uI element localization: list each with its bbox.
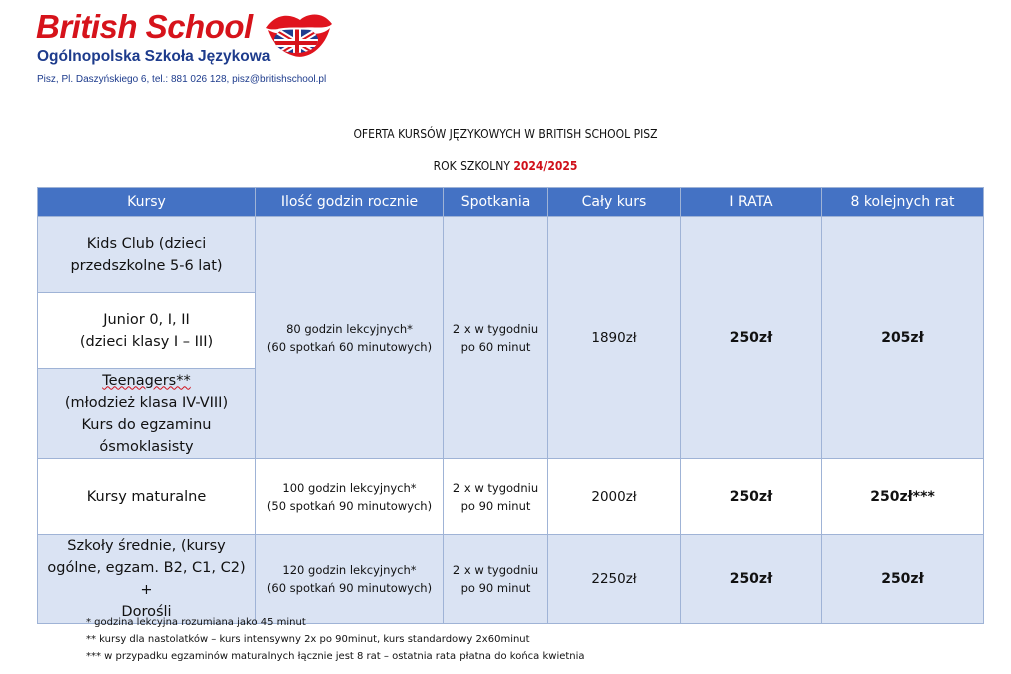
footnote: * godzina lekcyjna rozumiana jako 45 minut bbox=[86, 617, 306, 628]
meetings-line: 2 x w tygodniu bbox=[452, 321, 539, 336]
hours-cell bbox=[256, 535, 444, 624]
meetings-line: 2 x w tygodniu bbox=[452, 480, 539, 495]
table-row bbox=[38, 535, 984, 624]
hours-cell bbox=[256, 459, 444, 535]
course-line: Szkoły średnie, (kursy bbox=[67, 538, 226, 554]
meetings-line: 2 x w tygodniu bbox=[452, 563, 539, 577]
course-line: Junior 0, I, II bbox=[103, 311, 190, 328]
course-line: Dorośli bbox=[121, 604, 172, 620]
footnote: *** w przypadku egzaminów maturalnych łącznie jest 8 rat – ostatnia rata płatna do końca kwietnia bbox=[86, 651, 585, 662]
school-year-label: ROK SZKOLNY bbox=[433, 159, 514, 173]
course-line: (młodzież klasa IV-VIII) bbox=[64, 394, 229, 411]
header-courses: Kursy bbox=[38, 188, 256, 217]
school-logo bbox=[36, 8, 336, 84]
first-installment-price: 250zł bbox=[681, 535, 822, 624]
hours-line: (60 spotkań 90 minutowych) bbox=[266, 581, 433, 595]
full-course-price: 2250zł bbox=[548, 535, 681, 624]
course-teenagers bbox=[38, 369, 256, 459]
meetings-cell bbox=[444, 459, 548, 535]
course-line: ósmoklasisty bbox=[99, 438, 194, 455]
header-next-installments: 8 kolejnych rat bbox=[822, 188, 984, 217]
first-installment-price: 250zł bbox=[681, 459, 822, 535]
first-installment-price: 250zł bbox=[681, 217, 822, 459]
course-junior bbox=[38, 293, 256, 369]
school-year-value: 2024/2025 bbox=[513, 159, 578, 173]
course-offer-table bbox=[37, 187, 984, 624]
full-course-price: 2000zł bbox=[548, 459, 681, 535]
course-kids-club bbox=[38, 217, 256, 293]
course-line: Teenagers** bbox=[102, 372, 191, 389]
lips-with-union-jack-icon bbox=[264, 6, 334, 64]
header-meetings: Spotkania bbox=[444, 188, 548, 217]
meetings-line: po 90 minut bbox=[460, 498, 531, 513]
hours-line: 120 godzin lekcyjnych* bbox=[282, 563, 417, 577]
brand-subtitle: Ogólnopolska Szkoła Językowa bbox=[37, 48, 271, 65]
hours-line: (60 spotkań 60 minutowych) bbox=[266, 339, 433, 354]
hours-line: 80 godzin lekcyjnych* bbox=[286, 321, 413, 336]
footnotes bbox=[86, 614, 585, 665]
header-full-course: Cały kurs bbox=[548, 188, 681, 217]
meetings-cell bbox=[444, 217, 548, 459]
course-line: Kurs do egzaminu bbox=[81, 416, 212, 433]
hours-line: (50 spotkań 90 minutowych) bbox=[266, 498, 433, 513]
next-installments-price: 250zł bbox=[822, 535, 984, 624]
table-header-row bbox=[38, 188, 984, 217]
offer-title: OFERTA KURSÓW JĘZYKOWYCH W BRITISH SCHOOL PISZ bbox=[353, 127, 658, 141]
course-line: przedszkolne 5-6 lat) bbox=[70, 257, 223, 274]
course-line: ogólne, egzam. B2, C1, C2) + bbox=[47, 560, 246, 598]
next-installments-price: 250zł*** bbox=[822, 459, 984, 535]
header-hours: Ilość godzin rocznie bbox=[256, 188, 444, 217]
meetings-line: po 90 minut bbox=[460, 581, 531, 595]
course-line: Kids Club (dzieci bbox=[86, 235, 207, 252]
meetings-cell bbox=[444, 535, 548, 624]
school-address: Pisz, Pl. Daszyńskiego 6, tel.: 881 026 128, pisz@britishschool.pl bbox=[37, 74, 327, 85]
hours-cell bbox=[256, 217, 444, 459]
course-line: (dzieci klasy I – III) bbox=[79, 333, 214, 350]
brand-name: British School bbox=[36, 8, 253, 45]
table-row bbox=[38, 459, 984, 535]
hours-line: 100 godzin lekcyjnych* bbox=[282, 480, 417, 495]
meetings-line: po 60 minut bbox=[460, 339, 531, 354]
full-course-price: 1890zł bbox=[548, 217, 681, 459]
next-installments-price: 205zł bbox=[822, 217, 984, 459]
header-first-installment: I RATA bbox=[681, 188, 822, 217]
course-secondary-adults bbox=[38, 535, 256, 624]
table-row bbox=[38, 217, 984, 293]
course-matura: Kursy maturalne bbox=[38, 459, 256, 535]
footnote: ** kursy dla nastolatków – kurs intensywny 2x po 90minut, kurs standardowy 2x60minut bbox=[86, 634, 530, 645]
school-year-title bbox=[0, 159, 1011, 173]
